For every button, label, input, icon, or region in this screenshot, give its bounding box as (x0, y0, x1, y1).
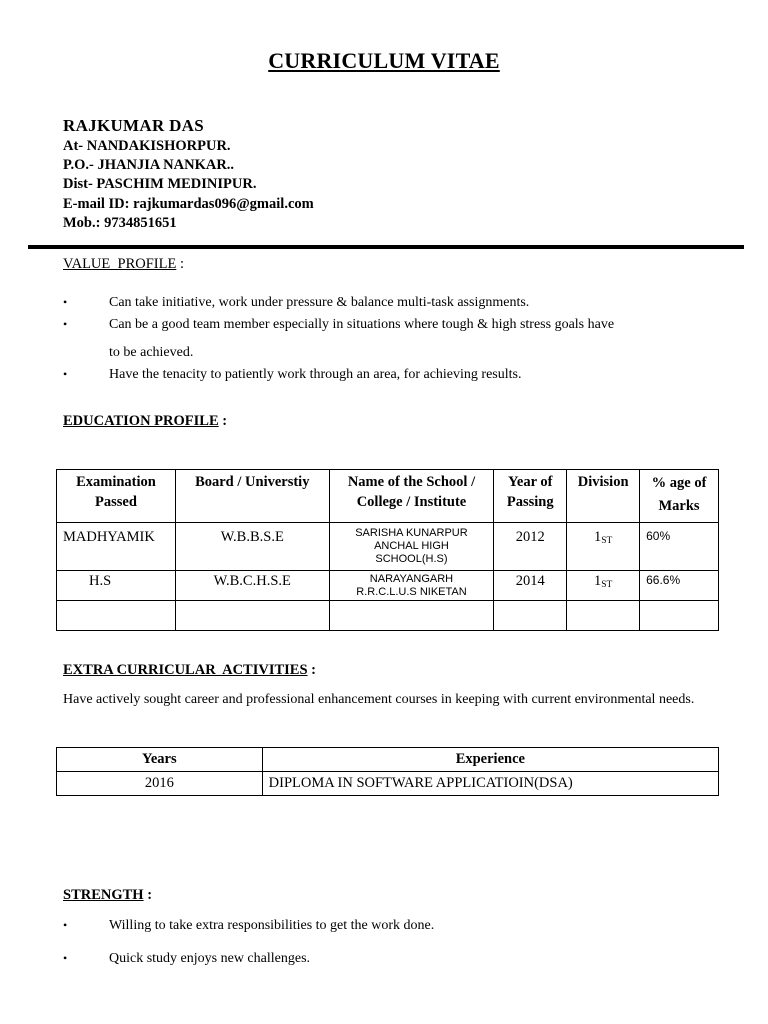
strength-heading (63, 887, 152, 904)
extra-curricular-heading-text: EXTRA CURRICULAR ACTIVITIES (63, 662, 308, 678)
cell-exam: H.S (57, 571, 176, 601)
value-profile-heading-text: VALUE PROFILE (63, 256, 177, 272)
cell-school: NARAYANGARH R.R.C.L.U.S NIKETAN (329, 571, 494, 601)
cell-empty (175, 601, 329, 631)
cell-division: $1_{ST}$ (567, 523, 640, 571)
cell-empty (494, 601, 567, 631)
table-row (57, 523, 719, 571)
column-header-exam: Examination Passed (57, 470, 176, 523)
cell-year: 2012 (494, 523, 567, 571)
bullet-icon: • (63, 918, 68, 932)
education-heading (63, 413, 227, 430)
header-divider (28, 245, 744, 249)
cell-board: W.B.B.S.E (175, 523, 329, 571)
column-header-experience: Experience (262, 748, 718, 772)
list-item-text: Quick study enjoys new challenges. (109, 951, 311, 966)
candidate-name: RAJKUMAR DAS (63, 116, 205, 135)
cell-marks: 66.6% (640, 571, 719, 601)
address-line-village: At- NANDAKISHORPUR. (63, 138, 231, 154)
education-heading-colon: : (218, 413, 228, 429)
bullet-icon: • (63, 951, 68, 965)
mobile-line: Mob.: 9734851651 (63, 215, 177, 231)
cell-division: $1_{ST}$ (567, 571, 640, 601)
extra-curricular-paragraph: Have actively sought career and professional enhancement courses in keeping with current environmental needs. (63, 692, 695, 707)
strength-heading-colon: : (143, 887, 153, 903)
page-title: CURRICULUM VITAE (268, 48, 500, 73)
cell-empty (329, 601, 494, 631)
cell-marks: 60% (640, 523, 719, 571)
cell-school: SARISHA KUNARPUR ANCHAL HIGH SCHOOL(H.S) (329, 523, 494, 571)
value-profile-heading-colon: : (176, 256, 184, 272)
cell-empty (57, 601, 176, 631)
list-item-text: Can take initiative, work under pressure & balance multi-task assignments. (109, 295, 530, 310)
address-line-district: Dist- PASCHIM MEDINIPUR. (63, 176, 257, 192)
bullet-icon: • (63, 295, 68, 309)
table-header-row (57, 748, 719, 772)
column-header-board: Board / Universtiy (175, 470, 329, 523)
cell-year: 2016 (57, 772, 263, 796)
education-table (56, 469, 719, 631)
experience-table (56, 747, 719, 796)
bullet-icon: • (63, 367, 68, 381)
strength-heading-text: STRENGTH (63, 887, 144, 903)
table-row-empty (57, 601, 719, 631)
table-header-row (57, 470, 719, 523)
column-header-year: Year of Passing (494, 470, 567, 523)
cell-year: 2014 (494, 571, 567, 601)
cell-empty (640, 601, 719, 631)
list-item-text: Have the tenacity to patiently work through an area, for achieving results. (109, 367, 522, 382)
value-profile-heading (63, 256, 184, 273)
column-header-marks: % age of Marks (640, 470, 719, 523)
bullet-icon: • (63, 317, 68, 331)
list-item-text: to be achieved. (109, 345, 194, 360)
table-row (57, 571, 719, 601)
cell-board: W.B.C.H.S.E (175, 571, 329, 601)
list-item-text: Willing to take extra responsibilities to get the work done. (109, 918, 435, 933)
extra-curricular-heading (63, 662, 316, 679)
table-row (57, 772, 719, 796)
email-line: E-mail ID: rajkumardas096@gmail.com (63, 196, 314, 212)
education-heading-text: EDUCATION PROFILE (63, 413, 219, 429)
column-header-school: Name of the School / College / Institute (329, 470, 494, 523)
extra-curricular-heading-colon: : (307, 662, 317, 678)
column-header-years: Years (57, 748, 263, 772)
address-line-post-office: P.O.- JHANJIA NANKAR.. (63, 157, 235, 173)
cell-empty (567, 601, 640, 631)
cell-experience: DIPLOMA IN SOFTWARE APPLICATIOIN(DSA) (262, 772, 718, 796)
cell-exam: MADHYAMIK (57, 523, 176, 571)
list-item-text: Can be a good team member especially in situations where tough & high stress goals have (109, 317, 615, 332)
column-header-division: Division (567, 470, 640, 523)
